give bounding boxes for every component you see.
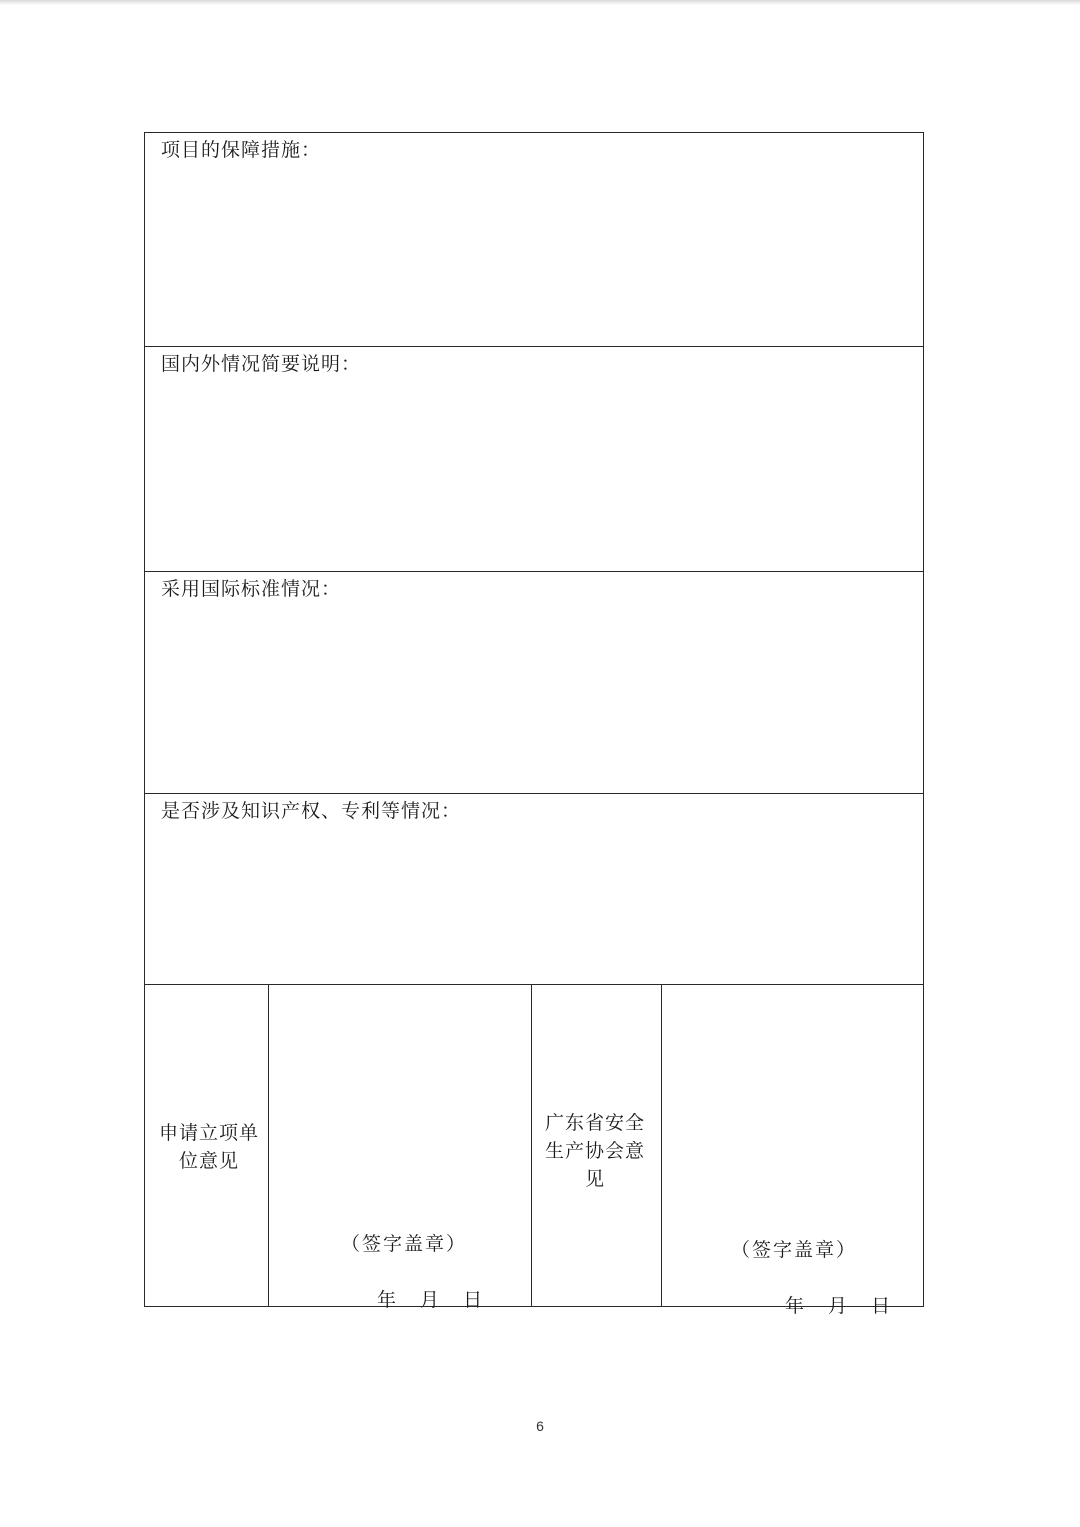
application-form-table xyxy=(144,132,924,1317)
section-safeguard-measures xyxy=(145,133,923,347)
divider-line xyxy=(531,985,532,1306)
section-international-standards xyxy=(145,572,923,794)
scan-edge xyxy=(0,0,1080,5)
applicant-signature-stamp: （签字盖章） xyxy=(341,1233,468,1255)
signature-row xyxy=(145,985,923,1317)
applicant-opinion-label: 申请立项单位意见 xyxy=(159,1122,260,1172)
applicant-date: 年 月 日 xyxy=(377,1289,483,1311)
section-label-domestic-foreign-overview: 国内外情况简要说明： xyxy=(161,353,362,375)
section-label-intellectual-property: 是否涉及知识产权、专利等情况： xyxy=(161,800,462,822)
association-opinion-label: 广东省安全生产协会意见 xyxy=(544,1112,645,1190)
association-date: 年 月 日 xyxy=(785,1295,891,1317)
association-signature-stamp: （签字盖章） xyxy=(731,1239,858,1261)
section-label-international-standards: 采用国际标准情况： xyxy=(161,578,342,600)
divider-line xyxy=(661,985,662,1306)
section-domestic-foreign-overview xyxy=(145,347,923,572)
section-intellectual-property xyxy=(145,794,923,985)
section-label-safeguard-measures: 项目的保障措施： xyxy=(161,139,322,161)
divider-line xyxy=(268,985,269,1306)
page-number: 6 xyxy=(536,1418,544,1434)
